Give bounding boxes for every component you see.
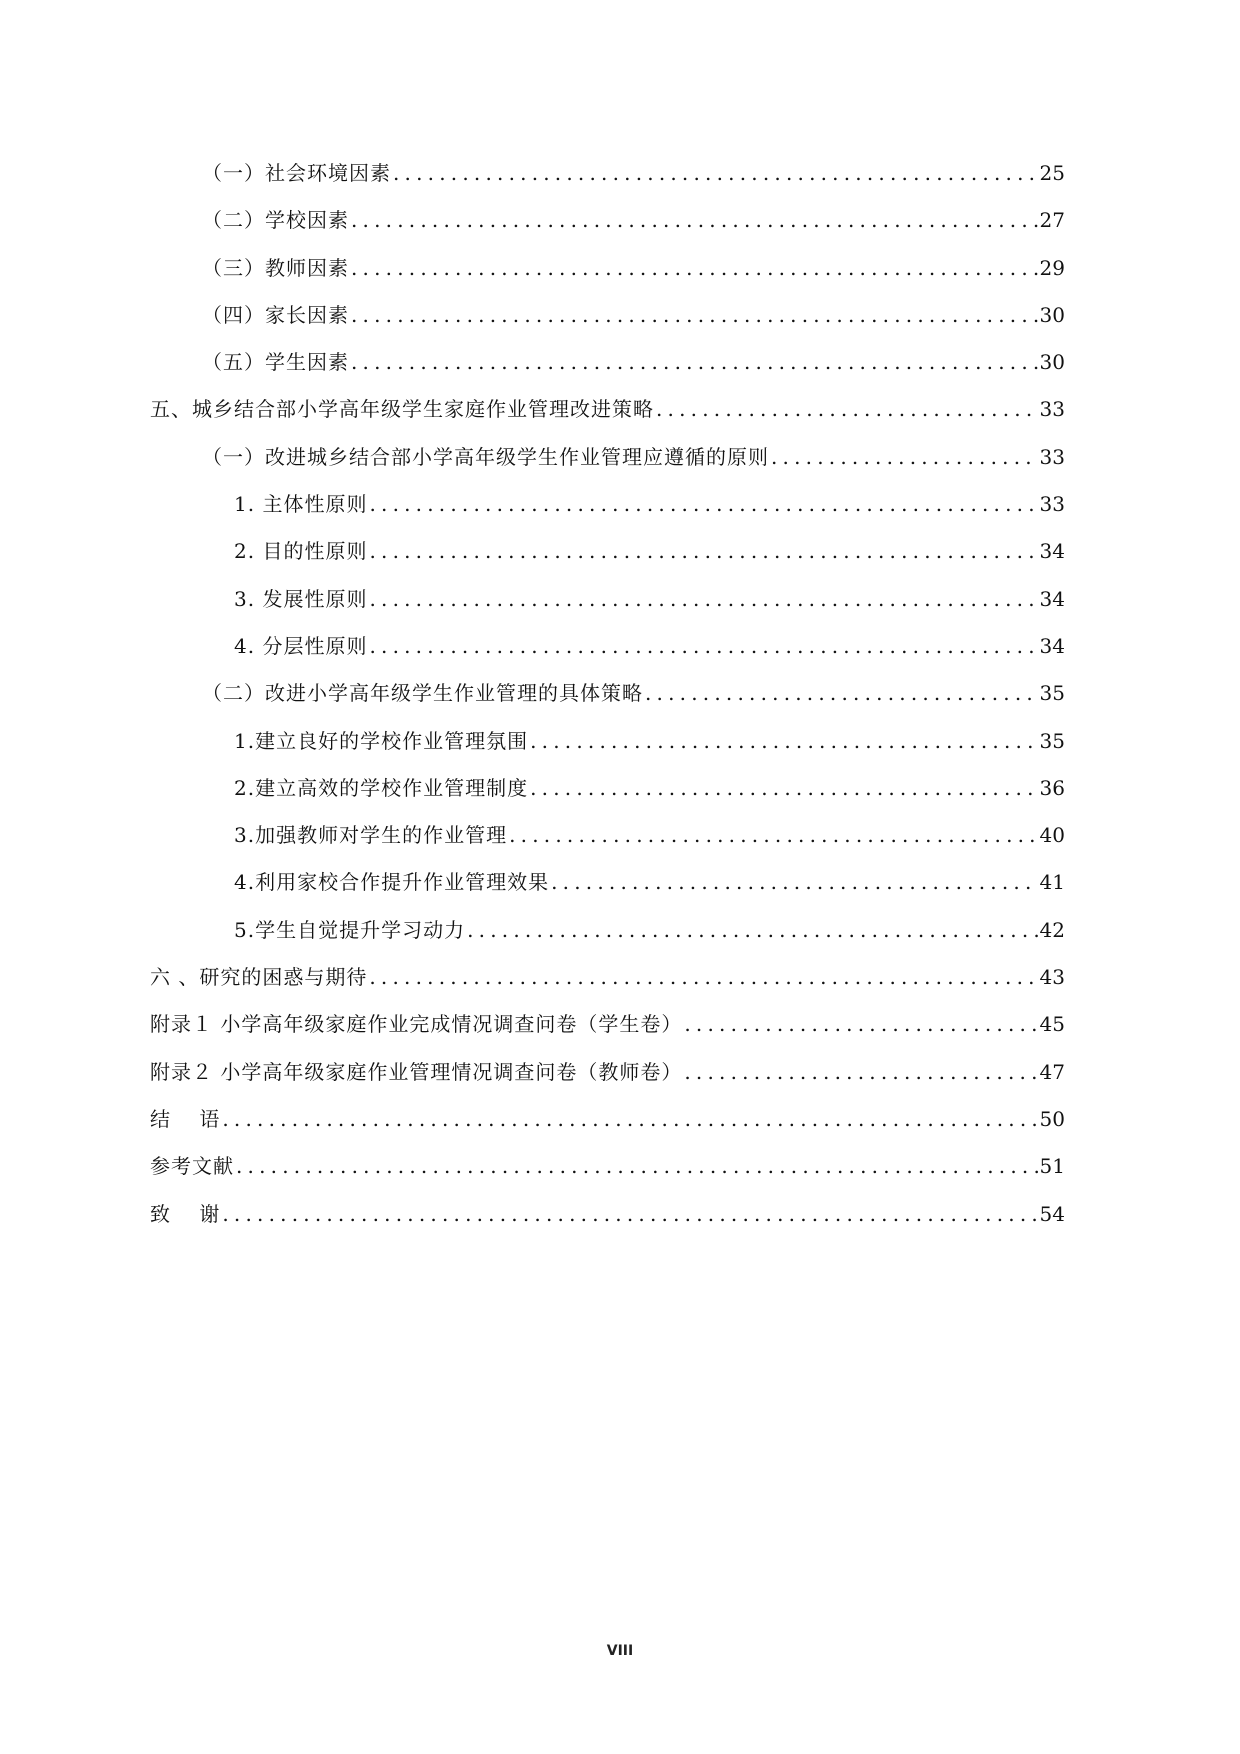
toc-entry[interactable]: [150, 765, 1065, 812]
toc-entry-title: （一）社会环境因素: [202, 161, 391, 185]
toc-dot-leader: [369, 481, 1037, 528]
toc-entry-title: （二）改进小学高年级学生作业管理的具体策略: [202, 681, 643, 706]
toc-entry-page-number: 34: [1039, 586, 1065, 611]
toc-entry[interactable]: [150, 434, 1065, 481]
toc-dot-leader: [771, 434, 1038, 481]
toc-entry-page-number: 40: [1039, 823, 1065, 848]
toc-entry-title: 4.利用家校合作提升作业管理效果: [234, 870, 550, 895]
toc-entry-page-number: 29: [1039, 255, 1065, 280]
toc-entry[interactable]: [150, 954, 1065, 1001]
toc-entry[interactable]: [150, 1049, 1065, 1096]
toc-entry[interactable]: [150, 481, 1065, 528]
toc-dot-leader: [509, 812, 1037, 859]
toc-entry[interactable]: [150, 859, 1065, 906]
toc-entry-page-number: 34: [1039, 539, 1065, 564]
toc-dot-leader: [530, 718, 1037, 765]
toc-dot-leader: [369, 623, 1037, 670]
toc-entry-page-number: 42: [1039, 917, 1065, 942]
toc-entry-page-number: 50: [1039, 1106, 1065, 1131]
page-number: VIII: [606, 1643, 634, 1659]
toc-entry-page-number: 54: [1039, 1201, 1065, 1226]
toc-entry-title: 参考文献: [150, 1154, 234, 1179]
toc-dot-leader: [551, 859, 1037, 906]
toc-entry-title: （二）学校因素: [202, 208, 349, 233]
toc-entry-page-number: 43: [1039, 965, 1065, 990]
toc-dot-leader: [393, 150, 1038, 197]
toc-entry-title: 附录１ 小学高年级家庭作业完成情况调查问卷（学生卷）: [150, 1012, 683, 1037]
toc-entry-page-number: 36: [1039, 775, 1065, 800]
toc-entry-title: 致 谢: [150, 1201, 221, 1226]
toc-dot-leader: [351, 339, 1038, 386]
toc-entry-page-number: 34: [1039, 633, 1065, 658]
toc-entry-page-number: 41: [1039, 870, 1065, 895]
toc-entry[interactable]: [150, 670, 1065, 717]
toc-dot-leader: [684, 1001, 1037, 1048]
toc-entry-title: 1. 主体性原则: [234, 492, 368, 517]
toc-entry[interactable]: [150, 907, 1065, 954]
toc-dot-leader: [222, 1096, 1037, 1143]
toc-entry-page-number: 51: [1039, 1154, 1065, 1179]
toc-entry-title: （五）学生因素: [202, 350, 349, 375]
toc-dot-leader: [351, 245, 1038, 292]
toc-dot-leader: [684, 1049, 1037, 1096]
toc-entry[interactable]: [150, 812, 1065, 859]
toc-entry[interactable]: [150, 718, 1065, 765]
toc-entry-page-number: 30: [1039, 350, 1065, 375]
toc-dot-leader: [656, 386, 1038, 433]
toc-entry-title: 2. 目的性原则: [234, 539, 368, 564]
toc-entry-title: （一）改进城乡结合部小学高年级学生作业管理应遵循的原则: [202, 444, 769, 469]
toc-entry[interactable]: [150, 1001, 1065, 1048]
toc-entry[interactable]: [150, 150, 1065, 197]
toc-entry[interactable]: [150, 1143, 1065, 1190]
toc-entry[interactable]: [150, 339, 1065, 386]
toc-dot-leader: [645, 670, 1038, 717]
toc-entry[interactable]: [150, 576, 1065, 623]
toc-entry[interactable]: [150, 528, 1065, 575]
toc-entry-page-number: 33: [1039, 492, 1065, 517]
toc-entry[interactable]: [150, 292, 1065, 339]
table-of-contents: [150, 150, 1065, 1238]
toc-entry-page-number: 35: [1039, 728, 1065, 753]
toc-entry-page-number: 45: [1039, 1012, 1065, 1037]
toc-dot-leader: [467, 907, 1037, 954]
toc-entry-page-number: 25: [1039, 161, 1065, 185]
toc-entry-title: （四）家长因素: [202, 302, 349, 327]
toc-dot-leader: [369, 576, 1037, 623]
toc-entry-page-number: 47: [1039, 1059, 1065, 1084]
toc-entry[interactable]: [150, 197, 1065, 244]
toc-dot-leader: [530, 765, 1037, 812]
toc-entry[interactable]: [150, 623, 1065, 670]
toc-entry-page-number: 30: [1039, 302, 1065, 327]
toc-entry-title: 4. 分层性原则: [234, 633, 368, 658]
toc-entry-page-number: 33: [1039, 397, 1065, 422]
toc-entry-title: 2.建立高效的学校作业管理制度: [234, 775, 529, 800]
toc-dot-leader: [369, 954, 1037, 1001]
toc-entry[interactable]: [150, 1096, 1065, 1143]
toc-entry-title: 3.加强教师对学生的作业管理: [234, 823, 508, 848]
toc-entry[interactable]: [150, 1191, 1065, 1238]
toc-entry-title: 五、城乡结合部小学高年级学生家庭作业管理改进策略: [150, 397, 654, 422]
toc-entry-title: 结 语: [150, 1106, 221, 1131]
toc-entry-page-number: 33: [1039, 444, 1065, 469]
toc-entry-page-number: 27: [1039, 208, 1065, 233]
toc-dot-leader: [222, 1191, 1037, 1238]
toc-entry-page-number: 35: [1039, 681, 1065, 706]
toc-entry-title: 3. 发展性原则: [234, 586, 368, 611]
toc-entry-title: 1.建立良好的学校作业管理氛围: [234, 728, 529, 753]
toc-dot-leader: [351, 292, 1038, 339]
toc-dot-leader: [236, 1143, 1038, 1190]
toc-entry[interactable]: [150, 245, 1065, 292]
toc-entry-title: （三）教师因素: [202, 255, 349, 280]
toc-entry-title: 附录２ 小学高年级家庭作业管理情况调查问卷（教师卷）: [150, 1059, 683, 1084]
toc-entry-title: 5.学生自觉提升学习动力: [234, 917, 466, 942]
toc-entry[interactable]: [150, 386, 1065, 433]
toc-dot-leader: [369, 528, 1037, 575]
toc-entry-title: 六 、研究的困惑与期待: [150, 965, 368, 990]
toc-dot-leader: [351, 197, 1038, 244]
